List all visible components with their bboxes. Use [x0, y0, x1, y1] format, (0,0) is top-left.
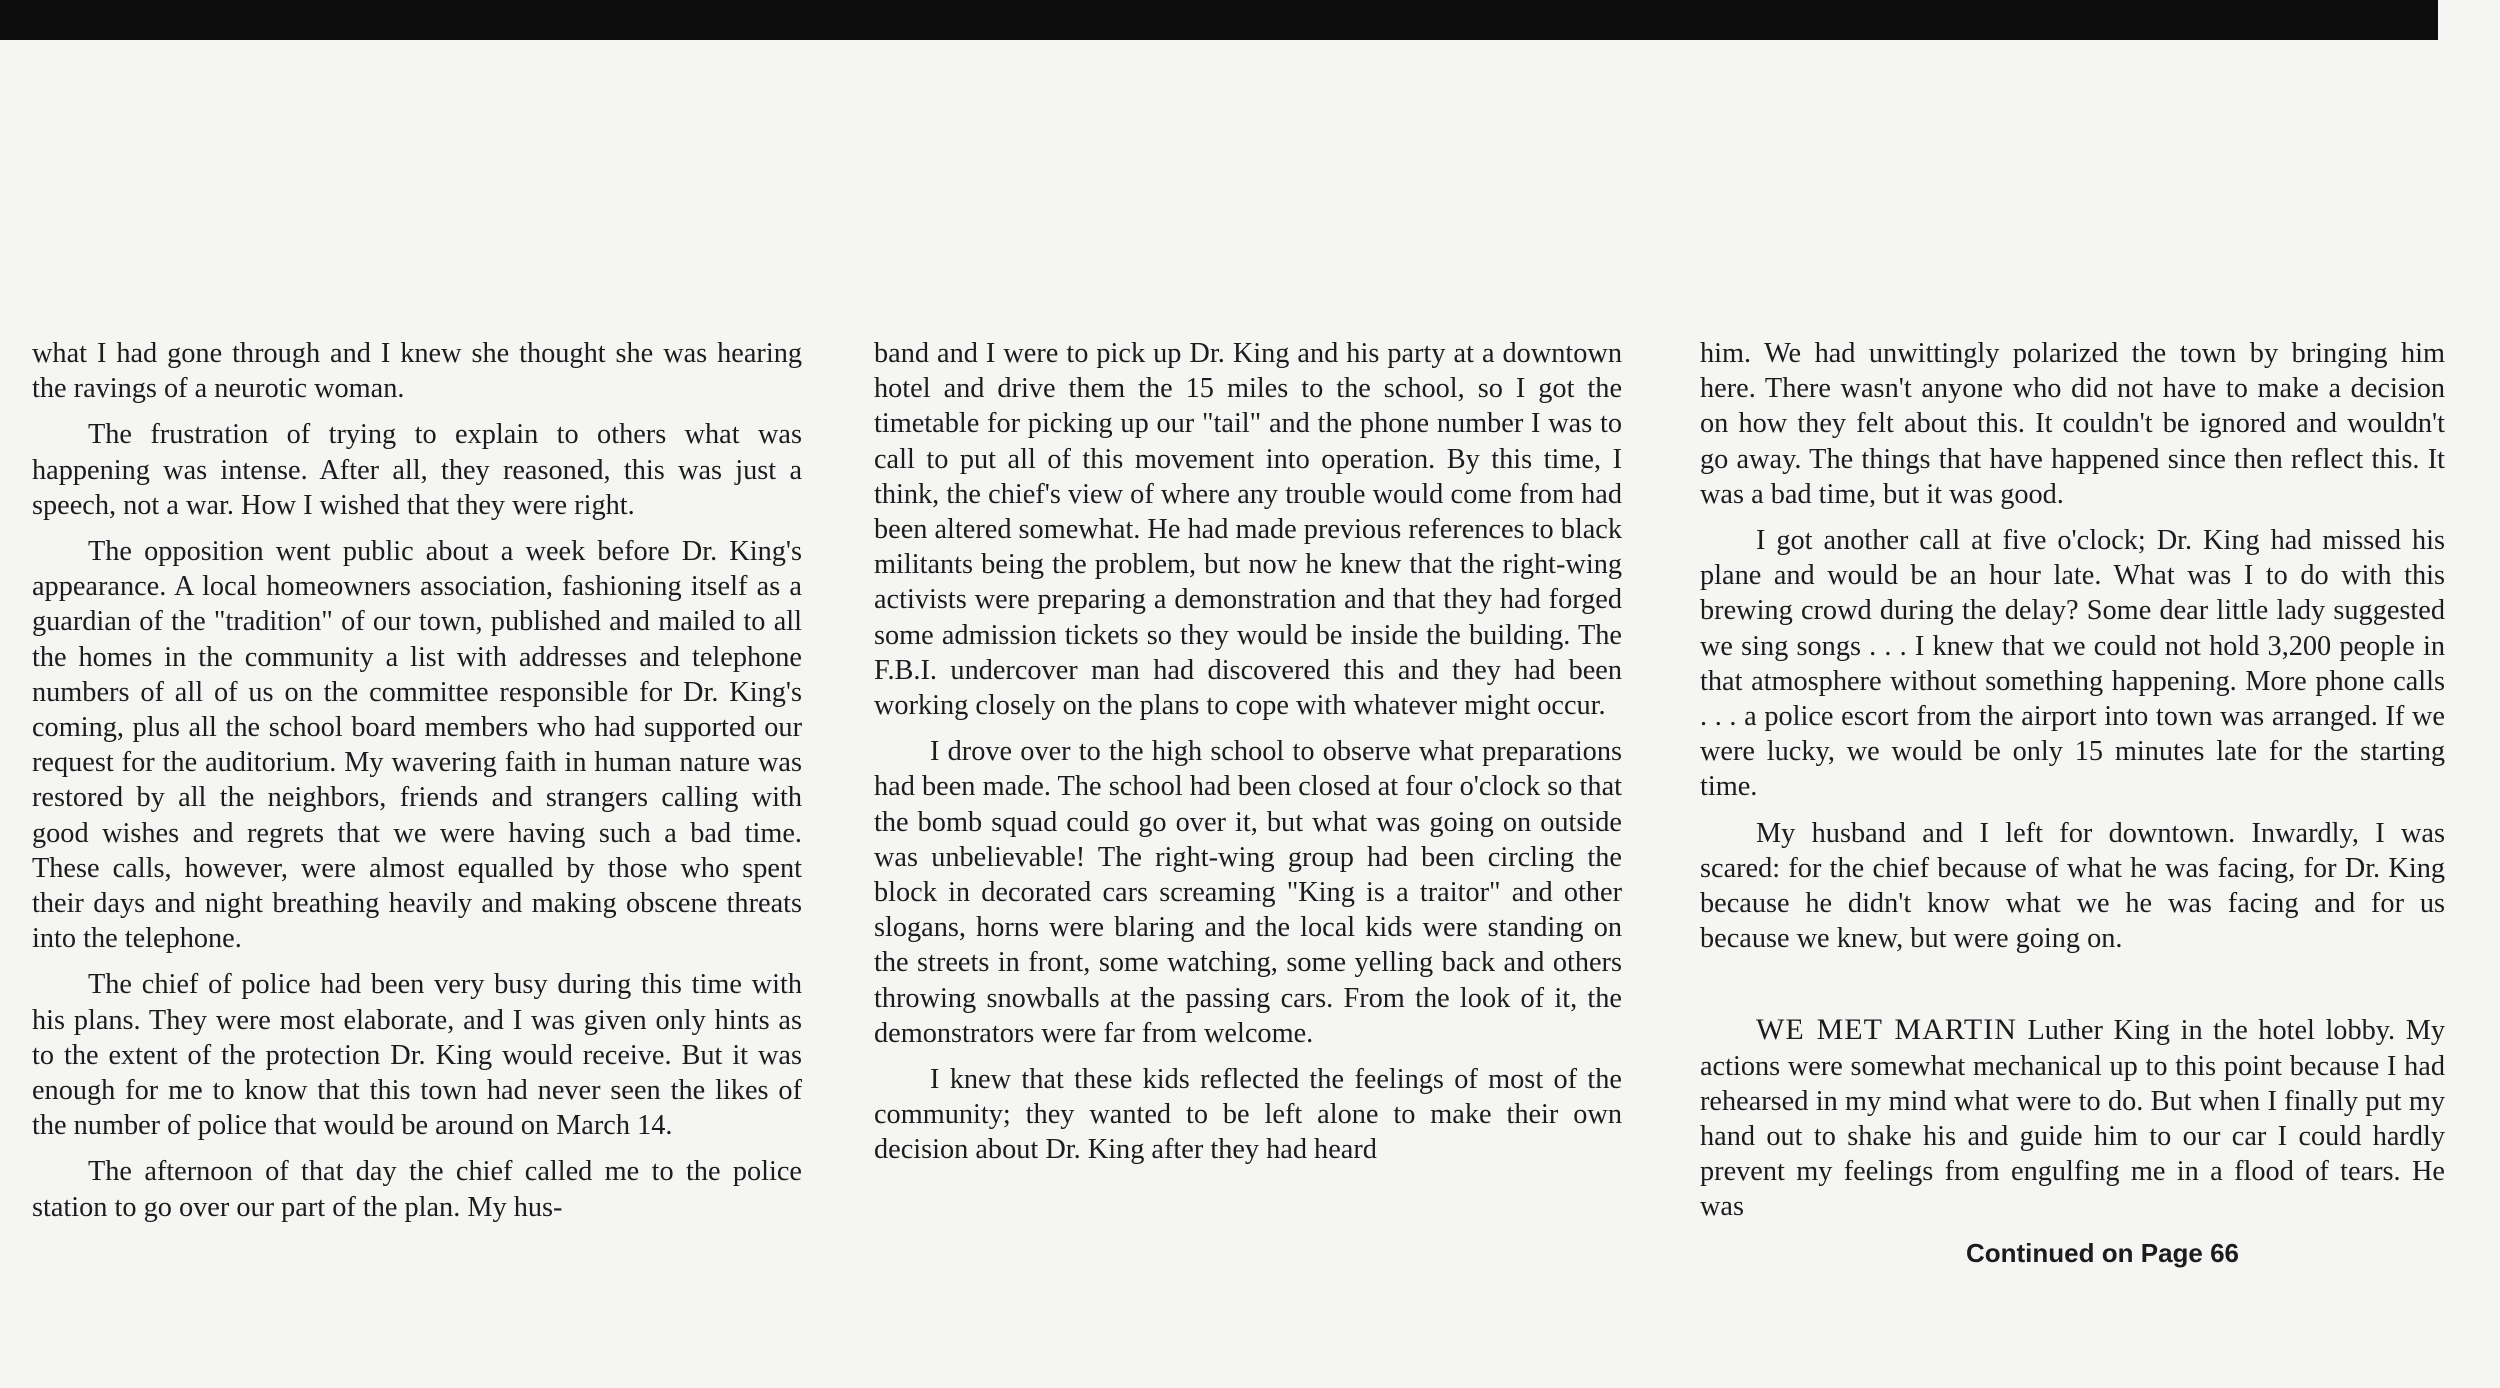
text-column-3	[1700, 336, 2445, 1386]
paragraph: band and I were to pick up Dr. King and his party at a downtown hotel and drive them the 15 miles to the school, so I got the timetable for picking up our "tail" and the phone number I was to call to put all of this movement into operation. By this time, I think, the chief's view of where any trouble would come from had been altered somewhat. He had made previous references to black militants being the problem, but now he knew that the right-wing activists were preparing a demonstration and that they had forged some admission tickets so they would be inside the building. The F.B.I. undercover man had discovered this and they had been working closely on the plans to cope with whatever might occur.	[874, 338, 1622, 722]
paragraph: The chief of police had been very busy during this time with his plans. They were most elaborate, and I was given only hints as to the extent of the protection Dr. King would receive. But it was enough for me to know that this town had never seen the likes of the number of police that would be around on March 14.	[32, 969, 802, 1142]
paragraph: I knew that these kids reflected the feelings of most of the community; they wanted to be left alone to make their own decision about Dr. King after they had heard	[874, 1064, 1622, 1166]
text-column-2	[874, 336, 1622, 1386]
paragraph: what I had gone through and I knew she thought she was hearing the ravings of a neurotic woman.	[32, 338, 802, 405]
section-text: Luther King in the hotel lobby. My actions were somewhat mechanical up to this point because I had rehearsed in my mind what were to do. But when I finally put my hand out to shake his and guide him to our car I could hardly prevent my feelings from engulfing me in a flood of tears. He was	[1700, 1015, 2445, 1223]
continued-line: Continued on Page 66	[1965, 1237, 2240, 1268]
paragraph: I got another call at five o'clock; Dr. King had missed his plane and would be an hour late. What was I to do with this brewing crowd during the delay? Some dear little lady suggested we sing songs . . . I knew that we could not hold 3,200 people in that atmosphere without something happening. More phone calls . . . a police escort from the airport into town was arranged. If we were lucky, we would be only 15 minutes late for the starting time.	[1700, 525, 2445, 803]
text-column-1	[32, 336, 802, 1386]
paragraph: The frustration of trying to explain to others what was happening was intense. After all, they reasoned, this was just a speech, not a war. How I wished that they were right.	[32, 419, 802, 521]
paragraph: The afternoon of that day the chief called me to the police station to go over our part of the plan. My hus-	[32, 1156, 802, 1223]
top-black-bar	[0, 0, 2438, 40]
section-paragraph	[1700, 1012, 2445, 1224]
section-lead-in: WE MET MARTIN	[1756, 1013, 2017, 1047]
paragraph: I drove over to the high school to observe what preparations had been made. The school had been closed at four o'clock so that the bomb squad could go over it, but what was going on outside was unbelievable! The right-wing group had been circling the block in decorated cars screaming "King is a traitor" and other slogans, horns were blaring and the local kids were standing on the streets in front, some watching, some yelling back and others throwing snowballs at the passing cars. From the look of it, the demonstrators were far from welcome.	[874, 736, 1622, 1049]
paragraph: My husband and I left for downtown. Inwardly, I was scared: for the chief because of what he was facing, for Dr. King because he didn't know what we he was facing and for us because we knew, but were going on.	[1700, 817, 2445, 955]
paragraph: him. We had unwittingly polarized the town by bringing him here. There wasn't anyone who did not have to make a decision on how they felt about this. It couldn't be ignored and wouldn't go away. The things that have happened since then reflect this. It was a bad time, but it was good.	[1700, 338, 2445, 510]
paragraph: The opposition went public about a week before Dr. King's appearance. A local homeowners association, fashioning itself as a guardian of the "tradition" of our town, published and mailed to all the homes in the community a list with addresses and telephone numbers of all of us on the committee responsible for Dr. King's coming, plus all the school board members who had supported our request for the auditorium. My wavering faith in human nature was restored by all the neighbors, friends and strangers calling with good wishes and regrets that we were having such a bad time. These calls, however, were almost equalled by those who spent their days and night breathing heavily and making obscene threats into the telephone.	[32, 536, 802, 955]
